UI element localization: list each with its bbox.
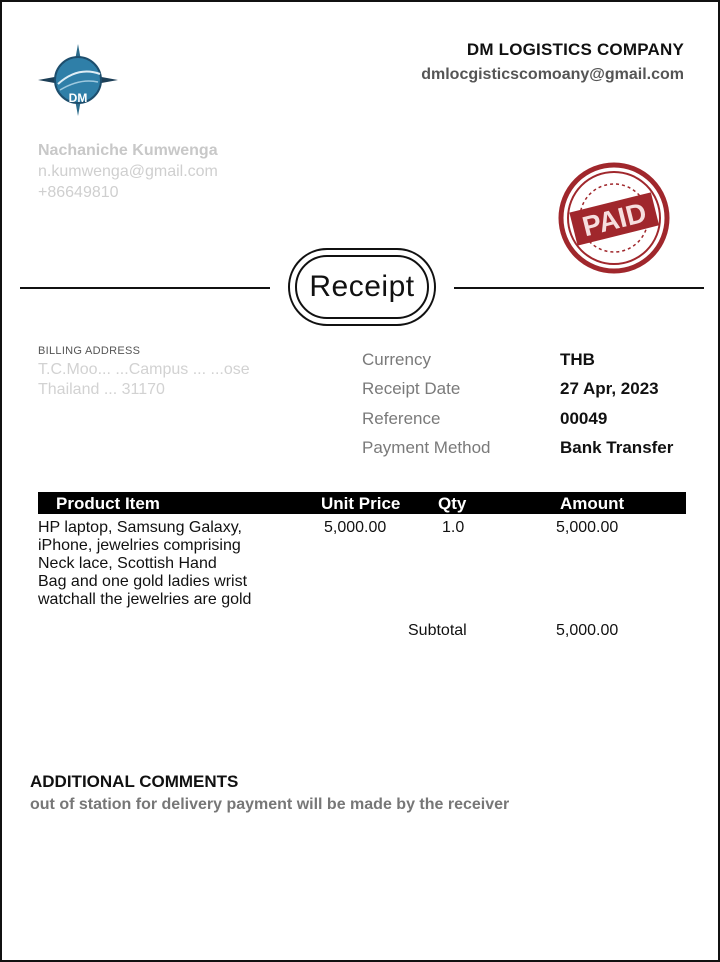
company-name: DM LOGISTICS COMPANY: [466, 40, 684, 59]
stamp-text: PAID: [579, 196, 650, 243]
meta-row-currency: [362, 345, 692, 375]
meta-label: Reference: [362, 408, 441, 428]
customer-info: [38, 140, 218, 203]
column-header-amount: Amount: [560, 494, 625, 513]
dm-logo-icon: [38, 44, 118, 116]
paid-stamp-icon: [558, 162, 670, 274]
meta-label: Receipt Date: [362, 379, 461, 399]
item-qty: 1.0: [442, 519, 465, 536]
meta-value: 27 Apr, 2023: [560, 379, 659, 399]
item-desc-line: watchall the jewelries are gold: [38, 591, 252, 608]
column-header-qty: Qty: [438, 494, 467, 513]
item-desc-line: HP laptop, Samsung Galaxy,: [38, 519, 242, 536]
meta-label: Payment Method: [362, 438, 491, 458]
item-description: [38, 519, 308, 609]
meta-value: Bank Transfer: [560, 438, 674, 458]
billing-address: [38, 345, 338, 400]
comments-title: ADDITIONAL COMMENTS: [30, 772, 239, 791]
item-desc-line: Neck lace, Scottish Hand: [38, 555, 217, 572]
divider-right: [454, 287, 704, 289]
subtotal-label: Subtotal: [408, 622, 467, 639]
receipt-meta: [362, 345, 692, 463]
additional-comments: [30, 772, 509, 814]
logo-text: DM: [68, 91, 88, 105]
meta-row-payment-method: [362, 434, 692, 464]
meta-label: Currency: [362, 349, 431, 369]
meta-value: 00049: [560, 408, 608, 428]
column-header-product: Product Item: [56, 494, 160, 513]
company-header: [421, 40, 684, 84]
divider-left: [20, 287, 270, 289]
company-email: dmlocgisticscomoany@gmail.com: [421, 66, 684, 83]
comments-text: out of station for delivery payment will be made by the receiver: [30, 796, 510, 813]
customer-phone: +86649810: [38, 184, 119, 201]
meta-value: THB: [560, 349, 595, 369]
item-desc-line: iPhone, jewelries comprising: [38, 537, 241, 554]
meta-row-date: [362, 375, 692, 405]
subtotal-value: 5,000.00: [556, 622, 619, 639]
customer-email: n.kumwenga@gmail.com: [38, 163, 218, 180]
receipt-title-badge: [288, 248, 436, 326]
item-unit-price: 5,000.00: [324, 519, 387, 536]
column-header-unit-price: Unit Price: [321, 494, 401, 513]
billing-line-1: T.C.Moo... ...Campus ... ...ose: [38, 361, 250, 378]
billing-label: BILLING ADDRESS: [38, 345, 141, 357]
items-table-header: [38, 492, 686, 514]
customer-name: Nachaniche Kumwenga: [38, 142, 218, 159]
receipt-title: Receipt: [309, 270, 415, 303]
item-amount: 5,000.00: [556, 519, 619, 536]
billing-line-2: Thailand ... 31170: [38, 381, 165, 398]
meta-row-reference: [362, 404, 692, 434]
item-desc-line: Bag and one gold ladies wrist: [38, 573, 248, 590]
